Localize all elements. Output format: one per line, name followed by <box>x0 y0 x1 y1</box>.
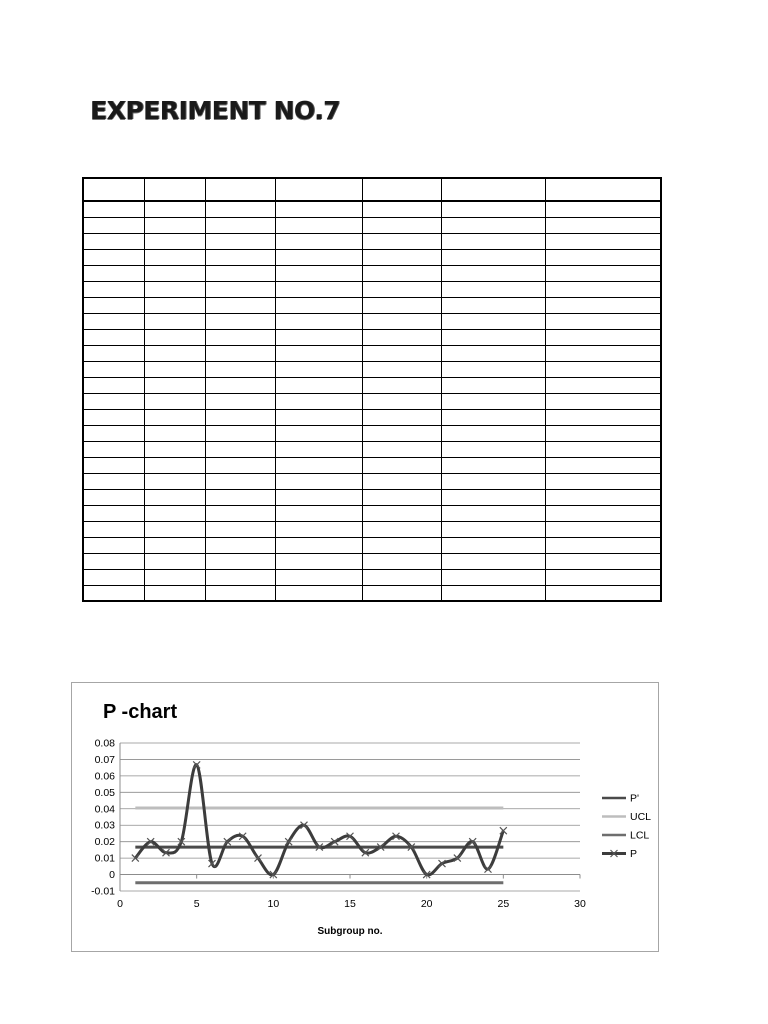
table-row <box>83 393 661 409</box>
table-header-cell <box>441 178 545 201</box>
chart-title: P -chart <box>103 701 178 723</box>
table-cell <box>441 297 545 313</box>
table-cell <box>144 553 205 569</box>
table-row <box>83 201 661 217</box>
table-cell <box>83 569 144 585</box>
table-cell <box>83 553 144 569</box>
table-cell <box>545 297 661 313</box>
table-cell <box>205 489 275 505</box>
table-row <box>83 249 661 265</box>
table-cell <box>545 329 661 345</box>
table-cell <box>362 313 441 329</box>
table-cell <box>275 281 362 297</box>
x-tick-label: 0 <box>117 898 123 910</box>
table-cell <box>545 345 661 361</box>
table-cell <box>144 537 205 553</box>
x-tick-label: 20 <box>420 898 433 910</box>
table-cell <box>362 569 441 585</box>
table-cell <box>205 473 275 489</box>
table-cell <box>545 409 661 425</box>
table-cell <box>362 537 441 553</box>
table-cell <box>362 457 441 473</box>
table-cell <box>441 217 545 233</box>
x-tick-label: 15 <box>344 898 356 910</box>
table-cell <box>205 201 275 217</box>
table-cell <box>205 217 275 233</box>
table-cell <box>275 313 362 329</box>
table-cell <box>441 537 545 553</box>
table-cell <box>441 393 545 409</box>
table-cell <box>362 233 441 249</box>
table-cell <box>545 249 661 265</box>
table-cell <box>205 345 275 361</box>
table-cell <box>205 329 275 345</box>
table-row <box>83 553 661 569</box>
y-tick-label: 0.02 <box>94 836 115 849</box>
table-cell <box>144 265 205 281</box>
table-cell <box>205 505 275 521</box>
table-cell <box>205 585 275 601</box>
table-cell <box>83 441 144 457</box>
table-cell <box>545 585 661 601</box>
table-cell <box>144 313 205 329</box>
table-cell <box>362 393 441 409</box>
table-row <box>83 281 661 297</box>
legend-label: P <box>630 848 638 860</box>
table-cell <box>275 409 362 425</box>
table-cell <box>545 425 661 441</box>
table-cell <box>545 265 661 281</box>
table-cell <box>545 377 661 393</box>
table-cell <box>441 585 545 601</box>
table-cell <box>83 537 144 553</box>
table-cell <box>275 537 362 553</box>
table-cell <box>362 441 441 457</box>
table-cell <box>83 489 144 505</box>
table-cell <box>275 393 362 409</box>
table-row <box>83 345 661 361</box>
table-cell <box>362 329 441 345</box>
table-cell <box>545 569 661 585</box>
table-cell <box>275 361 362 377</box>
table-cell <box>144 505 205 521</box>
table-cell <box>144 489 205 505</box>
chart-svg <box>72 683 660 953</box>
table-cell <box>144 361 205 377</box>
table-row <box>83 329 661 345</box>
table-cell <box>205 377 275 393</box>
table-row <box>83 457 661 473</box>
table-cell <box>362 249 441 265</box>
table-cell <box>441 441 545 457</box>
table-cell <box>441 569 545 585</box>
p-chart <box>71 682 659 952</box>
table-cell <box>362 425 441 441</box>
table-row <box>83 521 661 537</box>
table-cell <box>275 217 362 233</box>
table-cell <box>545 537 661 553</box>
table-cell <box>83 505 144 521</box>
table-row <box>83 585 661 601</box>
table-cell <box>441 377 545 393</box>
table-cell <box>83 297 144 313</box>
y-tick-label: 0.07 <box>94 753 115 766</box>
table-cell <box>144 521 205 537</box>
x-tick-label: 10 <box>267 898 280 910</box>
table-cell <box>545 217 661 233</box>
table-cell <box>362 585 441 601</box>
table-cell <box>144 377 205 393</box>
table-cell <box>441 457 545 473</box>
table-cell <box>205 297 275 313</box>
table-cell <box>441 313 545 329</box>
table-cell <box>275 329 362 345</box>
table-cell <box>83 425 144 441</box>
y-tick-label: 0 <box>109 869 115 882</box>
table-row <box>83 489 661 505</box>
table-cell <box>144 345 205 361</box>
table-cell <box>441 361 545 377</box>
table-cell <box>144 441 205 457</box>
table-cell <box>545 313 661 329</box>
table-cell <box>205 425 275 441</box>
table-cell <box>275 345 362 361</box>
x-axis-label: Subgroup no. <box>317 926 383 937</box>
table-row <box>83 505 661 521</box>
table-cell <box>205 521 275 537</box>
table-cell <box>83 201 144 217</box>
table-cell <box>362 361 441 377</box>
table-row <box>83 313 661 329</box>
table-cell <box>205 249 275 265</box>
table-cell <box>362 377 441 393</box>
table-cell <box>144 201 205 217</box>
table-header-cell <box>205 178 275 201</box>
table-cell <box>144 217 205 233</box>
table-cell <box>275 457 362 473</box>
table-cell <box>144 281 205 297</box>
table-cell <box>441 553 545 569</box>
y-tick-label: 0.08 <box>94 737 115 750</box>
table-cell <box>545 505 661 521</box>
table-cell <box>362 409 441 425</box>
table-cell <box>275 297 362 313</box>
table-cell <box>441 521 545 537</box>
table-cell <box>83 313 144 329</box>
table-cell <box>362 297 441 313</box>
table-cell <box>441 281 545 297</box>
y-tick-label: 0.01 <box>94 852 115 865</box>
y-tick-label: 0.04 <box>94 803 115 816</box>
table-cell <box>441 329 545 345</box>
y-tick-label: 0.05 <box>94 786 115 799</box>
table-cell <box>83 585 144 601</box>
data-table <box>82 177 662 602</box>
y-tick-label: 0.03 <box>94 819 115 832</box>
table-cell <box>83 377 144 393</box>
table-cell <box>545 473 661 489</box>
table-cell <box>83 265 144 281</box>
table-cell <box>275 425 362 441</box>
table-cell <box>144 473 205 489</box>
table-row <box>83 409 661 425</box>
table-cell <box>275 505 362 521</box>
table-cell <box>205 409 275 425</box>
table-cell <box>545 393 661 409</box>
table-cell <box>144 569 205 585</box>
y-tick-label: 0.06 <box>94 770 115 783</box>
table-cell <box>275 569 362 585</box>
table-cell <box>441 425 545 441</box>
table-cell <box>83 409 144 425</box>
table-cell <box>441 505 545 521</box>
table-cell <box>205 441 275 457</box>
table-cell <box>441 489 545 505</box>
table-cell <box>275 553 362 569</box>
x-tick-label: 30 <box>574 898 586 910</box>
table-cell <box>144 249 205 265</box>
legend-label: UCL <box>630 811 652 823</box>
table-cell <box>275 249 362 265</box>
table-cell <box>275 489 362 505</box>
table-cell <box>441 345 545 361</box>
table-row <box>83 537 661 553</box>
table-cell <box>362 265 441 281</box>
table-cell <box>144 329 205 345</box>
x-tick-label: 5 <box>193 898 200 910</box>
table-cell <box>83 521 144 537</box>
table-cell <box>83 457 144 473</box>
legend-label: P' <box>630 792 640 805</box>
table-cell <box>441 409 545 425</box>
table-cell <box>144 457 205 473</box>
table-cell <box>362 201 441 217</box>
table-cell <box>205 281 275 297</box>
table-cell <box>83 393 144 409</box>
table-cell <box>144 425 205 441</box>
table-cell <box>362 505 441 521</box>
table-cell <box>545 553 661 569</box>
table-cell <box>275 441 362 457</box>
table-header-cell <box>362 178 441 201</box>
y-tick-label: -0.01 <box>91 885 115 898</box>
table-header-cell <box>545 178 661 201</box>
table-row <box>83 569 661 585</box>
table-cell <box>205 553 275 569</box>
table-cell <box>83 473 144 489</box>
table-cell <box>205 233 275 249</box>
page-title: EXPERIMENT NO.7 <box>90 96 340 125</box>
table-cell <box>144 409 205 425</box>
table-cell <box>83 233 144 249</box>
table-cell <box>205 313 275 329</box>
x-tick-label: 25 <box>497 898 510 910</box>
table-cell <box>275 201 362 217</box>
table-cell <box>441 265 545 281</box>
table-cell <box>205 537 275 553</box>
table-cell <box>144 297 205 313</box>
table-row <box>83 297 661 313</box>
table-cell <box>144 393 205 409</box>
table-row <box>83 425 661 441</box>
table-cell <box>205 361 275 377</box>
table-cell <box>545 361 661 377</box>
table-cell <box>545 521 661 537</box>
table-row <box>83 361 661 377</box>
table-row <box>83 473 661 489</box>
table-cell <box>362 345 441 361</box>
table-cell <box>83 281 144 297</box>
table-cell <box>545 233 661 249</box>
table-cell <box>545 441 661 457</box>
table-cell <box>205 393 275 409</box>
table-cell <box>144 233 205 249</box>
table-cell <box>441 233 545 249</box>
table-header-cell <box>83 178 144 201</box>
table-cell <box>275 265 362 281</box>
table-cell <box>441 249 545 265</box>
table-cell <box>362 553 441 569</box>
table-row <box>83 217 661 233</box>
table-header-row <box>83 178 661 201</box>
table-cell <box>83 329 144 345</box>
table-cell <box>205 265 275 281</box>
table-row <box>83 377 661 393</box>
table-cell <box>83 361 144 377</box>
table-row <box>83 441 661 457</box>
legend-label: LCL <box>630 829 650 842</box>
table-cell <box>362 489 441 505</box>
table-cell <box>545 281 661 297</box>
table-cell <box>545 457 661 473</box>
table-cell <box>205 569 275 585</box>
table-cell <box>441 473 545 489</box>
table-cell <box>441 201 545 217</box>
table-cell <box>205 457 275 473</box>
table-cell <box>275 585 362 601</box>
table-cell <box>362 521 441 537</box>
table-header-cell <box>144 178 205 201</box>
table-cell <box>83 345 144 361</box>
table-cell <box>83 217 144 233</box>
table-cell <box>275 521 362 537</box>
table-cell <box>275 473 362 489</box>
table-cell <box>362 281 441 297</box>
table-cell <box>545 489 661 505</box>
table-cell <box>144 585 205 601</box>
table-cell <box>83 249 144 265</box>
table-cell <box>275 377 362 393</box>
table-cell <box>545 201 661 217</box>
table-header-cell <box>275 178 362 201</box>
table-cell <box>362 217 441 233</box>
table-row <box>83 233 661 249</box>
table-row <box>83 265 661 281</box>
table-cell <box>362 473 441 489</box>
table-cell <box>275 233 362 249</box>
